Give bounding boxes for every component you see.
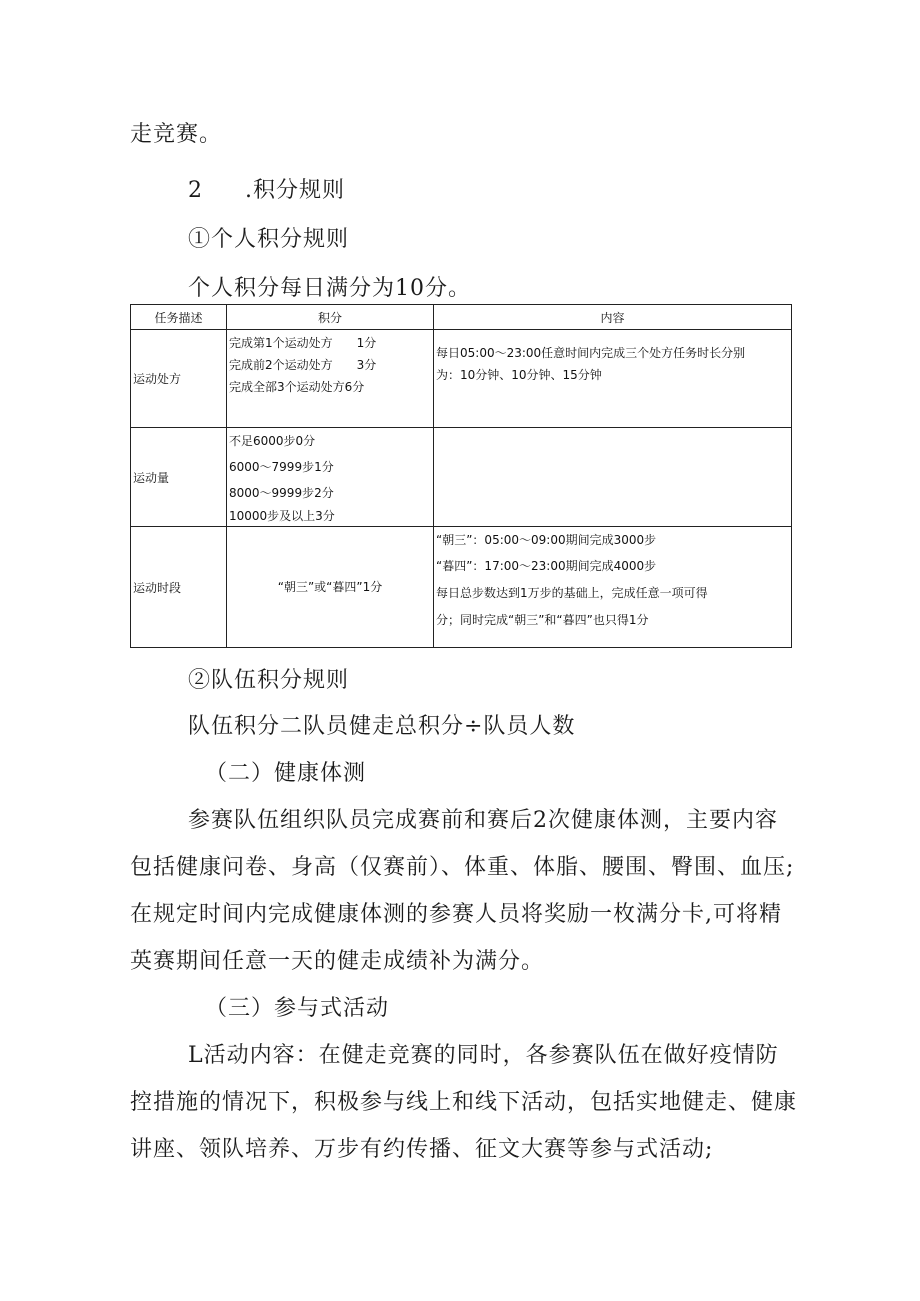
paragraph-line: 控措施的情况下，积极参与线上和线下活动，包括实地健走、健康 [130, 1090, 798, 1115]
points-line: 8000～9999步2分 [229, 486, 334, 500]
subheading-individual-scoring: ①个人积分规则 [188, 227, 350, 252]
content-line: 为：10分钟、10分钟、15分钟 [436, 368, 602, 382]
paragraph-line: 英赛期间任意一天的健走成绩补为满分。 [130, 949, 545, 974]
content-line: “朝三”：05:00～09:00期间完成3000步 [436, 533, 657, 547]
subheading-team-scoring: ②队伍积分规则 [188, 668, 350, 693]
paragraph-line: 包括健康问卷、身高（仅赛前）、体重、体脂、腰围、臀围、血压; [130, 855, 795, 880]
section-heading-scoring-rules: .积分规则 [245, 178, 345, 203]
paragraph-line: L活动内容：在健走竞赛的同时，各参赛队伍在做好疫情防 [188, 1043, 779, 1068]
points-line: 完成第1个运动处方 1分 [229, 336, 377, 350]
points-cell [227, 428, 434, 527]
section-heading-participatory-activities: （三）参与式活动 [205, 996, 390, 1021]
points-line: 6000～7999步1分 [229, 460, 334, 474]
content-cell [434, 527, 792, 648]
content-line: 每日总步数达到1万步的基础上，完成任意一项可得 [436, 586, 708, 600]
table-row [131, 428, 792, 527]
points-line: “朝三”或“暮四”1分 [277, 580, 383, 594]
points-line: 完成前2个运动处方 3分 [229, 358, 377, 372]
task-cell: 运动时段 [131, 527, 227, 648]
content-line: “暮四”：17:00～23:00期间完成4000步 [436, 559, 657, 573]
table-row [131, 527, 792, 648]
section-heading-health-test: （二）健康体测 [205, 761, 367, 786]
paragraph-line: 讲座、领队培养、万步有约传播、征文大赛等参与式活动; [130, 1137, 714, 1162]
table-header-row [131, 305, 792, 330]
points-cell [227, 527, 434, 648]
team-scoring-formula: 队伍积分二队员健走总积分÷队员人数 [188, 714, 576, 739]
content-line: 每日05:00～23:00任意时间内完成三个处方任务时长分别 [436, 346, 746, 360]
table-row [131, 330, 792, 428]
points-line: 完成全部3个运动处方6分 [229, 380, 365, 394]
content-cell [434, 428, 792, 527]
paragraph-continuation: 走竞赛。 [130, 122, 223, 147]
task-cell: 运动处方 [131, 330, 227, 428]
paragraph-line: 参赛队伍组织队员完成赛前和赛后2次健康体测，主要内容 [188, 808, 778, 833]
points-line: 10000步及以上3分 [229, 509, 335, 523]
table-header-cell: 积分 [227, 305, 434, 330]
table-header-cell: 任务描述 [131, 305, 227, 330]
scoring-table [130, 304, 792, 648]
paragraph-line: 在规定时间内完成健康体测的参赛人员将奖励一枚满分卡,可将精 [130, 902, 782, 927]
table-header-cell: 内容 [434, 305, 792, 330]
task-cell: 运动量 [131, 428, 227, 527]
points-line: 不足6000步0分 [229, 434, 316, 448]
content-cell [434, 330, 792, 428]
points-cell [227, 330, 434, 428]
content-line: 分；同时完成“朝三”和“暮四”也只得1分 [436, 613, 649, 627]
individual-daily-max: 个人积分每日满分为10分。 [188, 276, 471, 301]
section-number: 2 [188, 178, 203, 203]
